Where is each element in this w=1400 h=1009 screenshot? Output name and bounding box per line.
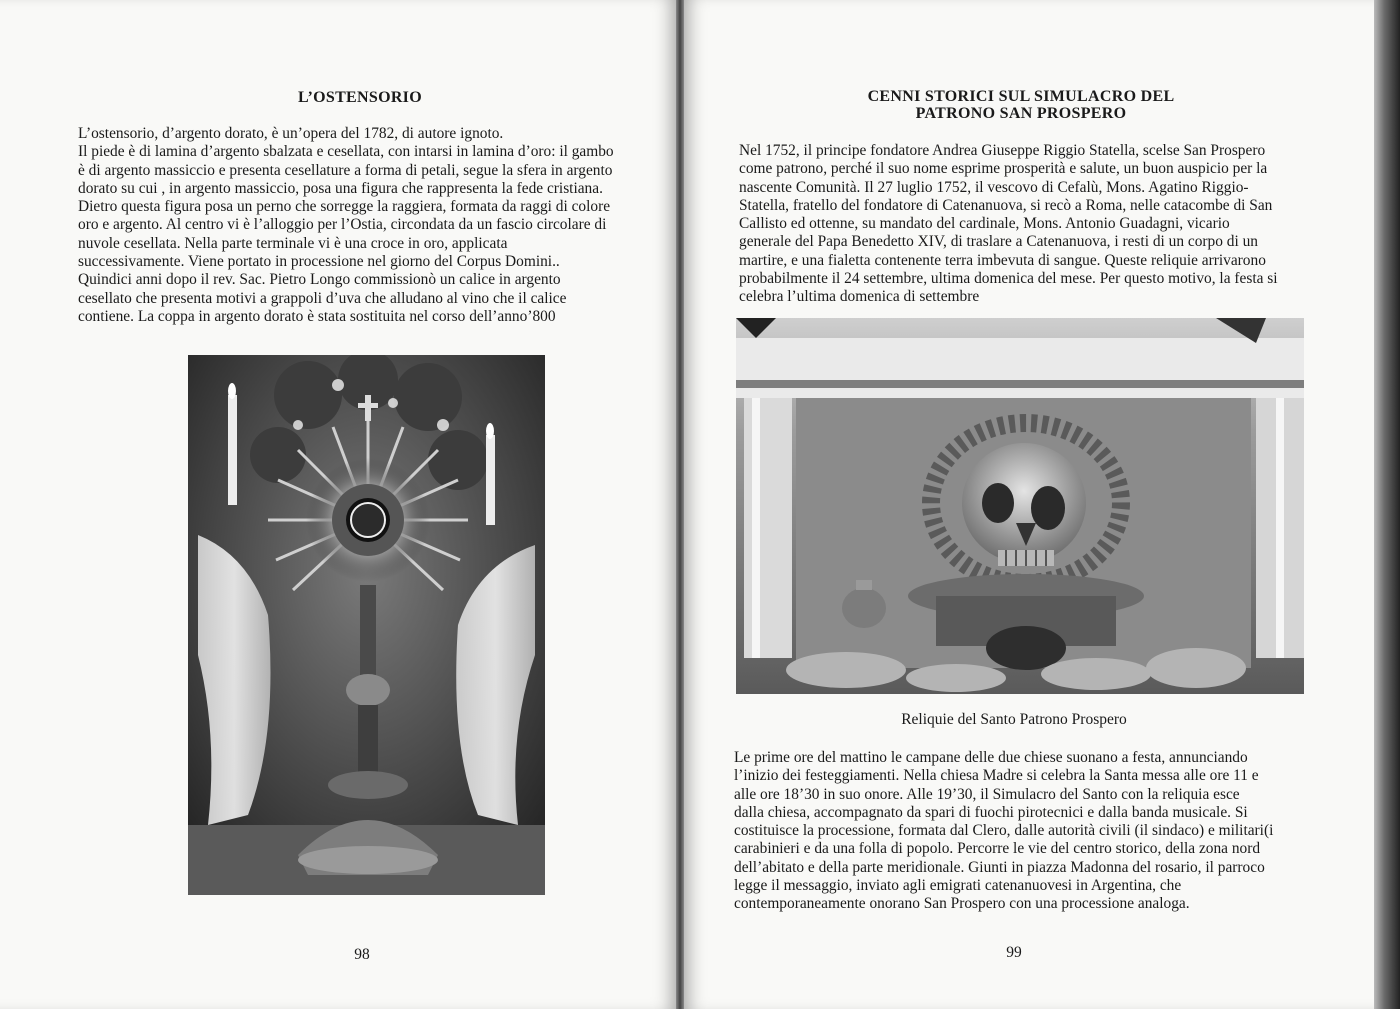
text-line: successivamente. Viene portato in processione nel giorno del Corpus Domini..: [78, 253, 560, 271]
book-page-edge: [1374, 0, 1400, 1009]
text-line: nascente Comunità. Il 27 luglio 1752, il vescovo di Cefalù, Mons. Agatino Riggio-: [739, 178, 1249, 196]
book-gutter: [676, 0, 684, 1009]
page-number-right: 99: [1006, 944, 1022, 961]
text-line: Le prime ore del mattino le campane delle due chiese suonano a festa, annunciando: [734, 749, 1248, 766]
left-page-text: [78, 125, 641, 326]
title-line: CENNI STORICI SUL SIMULACRO DEL: [867, 88, 1175, 105]
right-page-text-bottom: [734, 749, 1302, 914]
page-number-left: 98: [354, 946, 370, 963]
text-line: come patrono, perché il suo nome esprime prosperità e salute, un buon auspicio per la: [739, 160, 1268, 178]
text-line: legge il messaggio, inviato agli emigrati catenanuovesi in Argentina, che: [734, 877, 1182, 895]
text-line: carabinieri e da una folla di popolo. Percorre le vie del centro storico, della zona nord: [734, 840, 1261, 858]
text-line: oro e argento. Al centro vi è l’alloggio per l’Ostia, circondata da un fascio circolare di: [78, 216, 607, 234]
monstrance-photo: [188, 355, 545, 895]
relics-caption: Reliquie del Santo Patrono Prospero: [901, 711, 1127, 728]
text-line: nuvole cesellata. Nella parte terminale vi è una croce in oro, applicata: [78, 234, 508, 252]
right-page-text-top: [739, 142, 1302, 307]
text-line: Callisto ed ottenne, su mandato del cardinale, Mons. Antonio Guadagni, vicario: [739, 215, 1230, 233]
text-line: generale del Papa Benedetto XIV, di traslare a Catenanuova, i resti di un corpo di un: [739, 233, 1258, 251]
text-line: dorato su cui , in argento massiccio, posa una figura che rappresenta la fede cristiana.: [78, 179, 603, 197]
text-line: alle ore 18’30 in suo onore. Alle 19’30, il Simulacro del Santo con la reliquia esce: [734, 785, 1240, 803]
text-line: Nel 1752, il principe fondatore Andrea Giuseppe Riggio Statella, scelse San Prospero: [739, 142, 1266, 159]
text-line: probabilmente il 24 settembre, ultima domenica del mese. Per questo motivo, la festa si: [739, 270, 1278, 288]
text-line: Il piede è di lamina d’argento sbalzata e cesellata, con intarsi in lamina d’oro: il gambo: [78, 143, 614, 161]
text-line: l’inizio dei festeggiamenti. Nella chiesa Madre si celebra la Santa messa alle ore 11 e: [734, 767, 1259, 785]
right-page-title: [724, 88, 1318, 122]
left-page-title: L’OSTENSORIO: [298, 89, 422, 106]
text-line: è di argento massiccio e presenta cesellature a forma di petali, segue la sfera in argento: [78, 161, 613, 179]
text-line: Dietro questa figura posa un perno che sorregge la raggiera, formata da raggi di colore: [78, 198, 611, 216]
text-line: dalla chiesa, accompagnato da spari di fuochi pirotecnici e dalla banda musicale. Si: [734, 803, 1248, 821]
text-line: celebra l’ultima domenica di settembre: [739, 288, 980, 306]
relics-photo: [736, 318, 1304, 694]
text-line: Quindici anni dopo il rev. Sac. Pietro Longo commissionò un calice in argento: [78, 271, 561, 289]
text-line: cesellato che presenta motivi a grappoli d’uva che alludano al vino che il calice: [78, 289, 567, 307]
title-line: PATRONO SAN PROSPERO: [915, 105, 1127, 122]
right-page: [684, 0, 1374, 1009]
left-page: [0, 0, 676, 1009]
text-line: contiene. La coppa in argento dorato è stata sostituita nel corso dell’anno’800: [78, 307, 556, 325]
text-line: contemporaneamente onorano San Prospero con una processione analoga.: [734, 895, 1190, 913]
text-line: L’ostensorio, d’argento dorato, è un’opera del 1782, di autore ignoto.: [78, 125, 504, 142]
text-line: costituisce la processione, formata dal Clero, dalle autorità civili (il sindaco) e militari(i: [734, 822, 1274, 840]
text-line: dell’abitato e della parte meridionale. Giunti in piazza Madonna del rosario, il parroco: [734, 858, 1265, 876]
text-line: Statella, fratello del fondatore di Catenanuova, si recò a Roma, nelle catacombe di San: [739, 196, 1273, 214]
text-line: martire, e una fialetta contenente terra imbevuta di sangue. Queste reliquie arrivarono: [739, 251, 1266, 269]
